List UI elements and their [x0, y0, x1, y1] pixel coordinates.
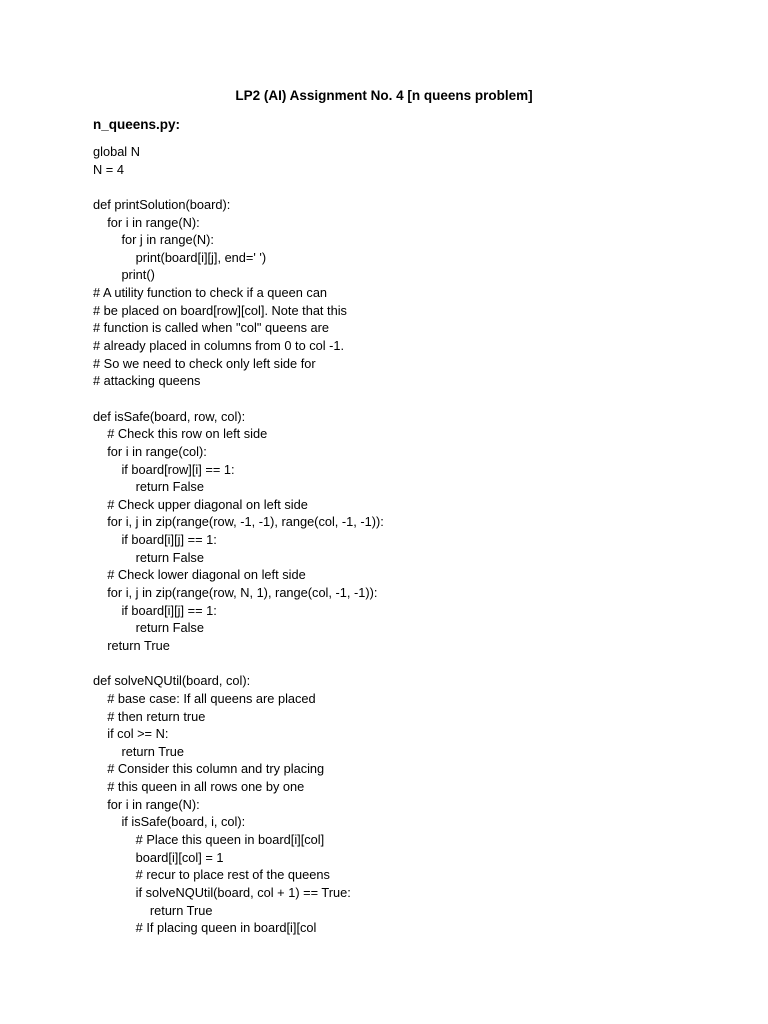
code-line: return False	[93, 479, 204, 495]
code-line: # be placed on board[row][col]. Note that this	[93, 302, 347, 318]
code-line: for i, j in zip(range(row, -1, -1), range(col, -1, -1)):	[93, 514, 384, 530]
code-line: # Check this row on left side	[93, 426, 268, 442]
code-line: def solveNQUtil(board, col):	[93, 673, 251, 689]
code-line: # then return true	[93, 708, 206, 724]
code-line: return True	[93, 902, 213, 918]
code-line: # Place this queen in board[i][col]	[93, 831, 325, 847]
code-line: # function is called when "col" queens are	[93, 320, 330, 336]
code-line: # this queen in all rows one by one	[93, 779, 305, 795]
code-line: print()	[93, 267, 155, 283]
code-line: if board[i][j] == 1:	[93, 602, 217, 618]
code-line: # attacking queens	[93, 373, 201, 389]
code-line: return False	[93, 549, 204, 565]
document-title: LP2 (AI) Assignment No. 4 [n queens problem]	[235, 88, 533, 103]
code-line: # If placing queen in board[i][col	[93, 920, 317, 936]
code-line: for i in range(N):	[93, 214, 200, 230]
code-line: print(board[i][j], end=' ')	[93, 249, 267, 265]
code-line: # already placed in columns from 0 to col -1.	[93, 338, 345, 354]
code-line: # Check upper diagonal on left side	[93, 496, 308, 512]
code-line: board[i][col] = 1	[93, 849, 224, 865]
code-line: N = 4	[93, 161, 124, 177]
code-line: for i, j in zip(range(row, N, 1), range(col, -1, -1)):	[93, 585, 378, 601]
code-line	[93, 178, 693, 196]
code-line: if isSafe(board, i, col):	[93, 814, 246, 830]
code-line: if board[row][i] == 1:	[93, 461, 235, 477]
code-line: # So we need to check only left side for	[93, 355, 316, 371]
code-line: return True	[93, 637, 170, 653]
code-line: # Consider this column and try placing	[93, 761, 325, 777]
code-line: # A utility function to check if a queen can	[93, 285, 328, 301]
code-block	[93, 143, 693, 937]
code-line	[93, 390, 693, 408]
code-line: def printSolution(board):	[93, 196, 231, 212]
code-line: # Check lower diagonal on left side	[93, 567, 306, 583]
code-line: # base case: If all queens are placed	[93, 690, 316, 706]
code-line: global N	[93, 144, 140, 159]
code-line: def isSafe(board, row, col):	[93, 408, 246, 424]
code-line: # recur to place rest of the queens	[93, 867, 330, 883]
code-line: for i in range(col):	[93, 443, 207, 459]
code-line: for j in range(N):	[93, 232, 214, 248]
code-line: return False	[93, 620, 204, 636]
code-line: if solveNQUtil(board, col + 1) == True:	[93, 884, 351, 900]
code-line: if col >= N:	[93, 726, 169, 742]
code-line: return True	[93, 743, 185, 759]
code-line	[93, 655, 693, 673]
code-line: for i in range(N):	[93, 796, 200, 812]
file-name-heading: n_queens.py:	[93, 117, 181, 132]
code-line: if board[i][j] == 1:	[93, 532, 217, 548]
